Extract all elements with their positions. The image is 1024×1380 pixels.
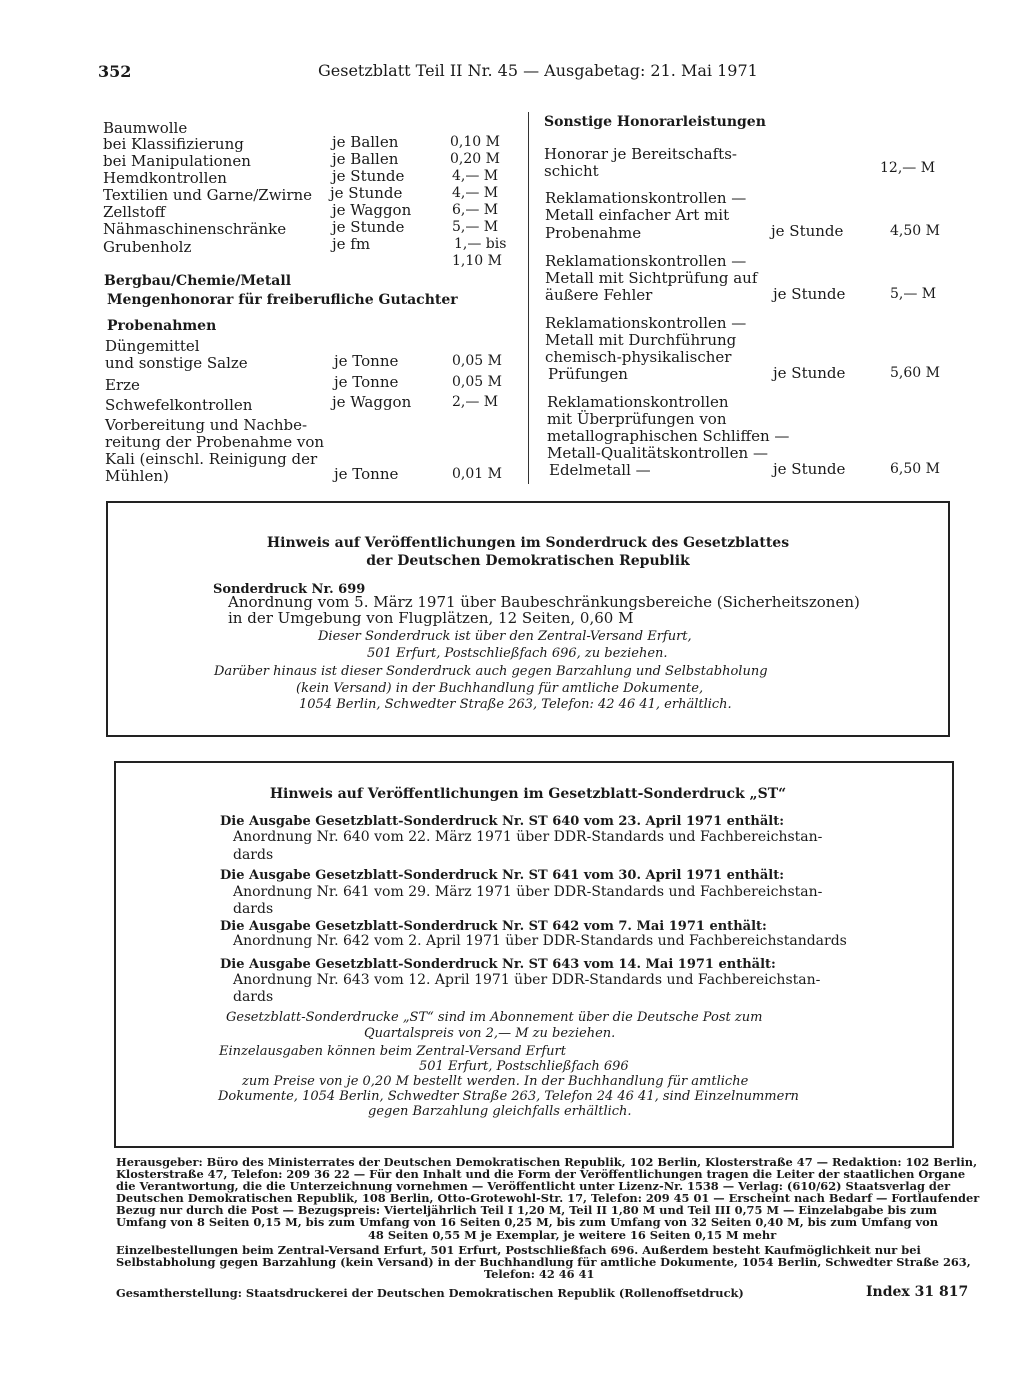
notice-st-italic: Quartalspreis von 2,— M zu beziehen. [364, 1026, 616, 1041]
table-row-item: chemisch-physikalischer [545, 348, 732, 366]
table-row-item: Vorbereitung und Nachbe- [105, 416, 308, 434]
table-row-price: 2,— M [452, 394, 499, 410]
notice-title-line1: Hinweis auf Veröffentlichungen im Sonderdruck des Gesetzblattes [266, 535, 790, 551]
st-entry-text: Anordnung Nr. 640 vom 22. März 1971 über DDR-Standards und Fachbereichstan- [233, 829, 823, 845]
notice-st-italic: 501 Erfurt, Postschließfach 696 [419, 1059, 629, 1074]
notice-st-italic: Einzelausgaben können beim Zentral-Versand Erfurt [219, 1044, 566, 1059]
table-row-unit: je Ballen [332, 150, 399, 168]
table-row-item: Reklamationskontrollen — [545, 314, 747, 332]
impressum-line: Herausgeber: Büro des Ministerrates der Deutschen Demokratischen Republik, 102 Berlin, Klosterstraße 47 — Redaktion: 102 Berlin, [116, 1155, 978, 1169]
table-row-unit: je Tonne [334, 352, 399, 370]
table-row-price: 0,10 M [450, 134, 500, 150]
st-entry-text: Anordnung Nr. 641 vom 29. März 1971 über DDR-Standards und Fachbereichstan- [233, 884, 823, 900]
table-row-item: Kali (einschl. Reinigung der [105, 450, 318, 468]
notice-italic-text: 1054 Berlin, Schwedter Straße 263, Telefon: 42 46 41, erhältlich. [299, 697, 732, 712]
notice-st-italic: gegen Barzahlung gleichfalls erhältlich. [368, 1104, 632, 1119]
table-row-price: 0,20 M [450, 151, 500, 167]
table-row-price: 4,— M [452, 185, 499, 201]
table-row-unit: je Tonne [334, 465, 399, 483]
column-divider [528, 112, 529, 484]
table-row-item: Grubenholz [103, 238, 192, 256]
table-row-item: schicht [544, 162, 599, 180]
table-row-item: Erze [105, 376, 140, 394]
impressum-line: Deutschen Demokratischen Republik, 108 Berlin, Otto-Grotewohl-Str. 17, Telefon: 209 45 01 — Erscheint nach Bedarf — Fortlaufender [116, 1191, 980, 1205]
table-row-item: Edelmetall — [549, 461, 651, 479]
table-row-unit: je Stunde [330, 184, 403, 202]
table-row-item: Textilien und Garne/Zwirne [103, 186, 313, 204]
notice-italic-text: Dieser Sonderdruck ist über den Zentral-Versand Erfurt, [318, 629, 692, 644]
impressum-line: 48 Seiten 0,55 M je Exemplar, je weitere 16 Seiten 0,15 M mehr [368, 1228, 777, 1242]
impressum-line: Bezug nur durch die Post — Bezugspreis: Vierteljährlich Teil I 1,20 M, Teil II 1,80 M und Teil III 0,75 M — Einzelabgabe bis zum [116, 1203, 937, 1217]
index-number: Index 31 817 [866, 1284, 969, 1300]
table-row-item: reitung der Probenahme von [105, 433, 325, 451]
table-row-item: metallographischen Schliffen — [547, 427, 790, 445]
table-row-item: Reklamationskontrollen — [545, 252, 747, 270]
table-row-item: Nähmaschinenschränke [103, 220, 287, 238]
table-row-price-continued: 1,10 M [452, 253, 502, 269]
section-heading: Bergbau/Chemie/Metall [104, 273, 292, 289]
table-row-unit: je Stunde [773, 285, 846, 303]
table-row-item: äußere Fehler [545, 286, 653, 304]
notice-text: Anordnung vom 5. März 1971 über Baubeschränkungsbereiche (Sicherheitszonen) [228, 593, 860, 611]
table-row-price: 0,05 M [452, 374, 502, 390]
st-entry-text: Anordnung Nr. 643 vom 12. April 1971 über DDR-Standards und Fachbereichstan- [233, 972, 821, 988]
group-heading-baumwolle: Baumwolle [103, 119, 188, 137]
table-row-item: Mühlen) [105, 467, 169, 485]
table-row-item: Reklamationskontrollen [547, 393, 729, 411]
production-credit: Gesamtherstellung: Staatsdruckerei der Deutschen Demokratischen Republik (Rollenoffsetdruck) [116, 1286, 744, 1300]
table-row-item: Probenahme [545, 224, 642, 242]
table-row-unit: je Waggon [332, 201, 412, 219]
table-row-price: 6,— M [452, 202, 499, 218]
table-row-price: 0,01 M [452, 466, 502, 482]
table-row-price: 0,05 M [452, 353, 502, 369]
impressum-line: die Verantwortung, die die Unterzeichnung vornehmen — Veröffentlicht unter Lizenz-Nr. 1538 — Verlag: (610/62) Staatsverlag der [116, 1179, 951, 1193]
table-row-item: Schwefelkontrollen [105, 396, 253, 414]
page-header-title: Gesetzblatt Teil II Nr. 45 — Ausgabetag: 21. Mai 1971 [318, 61, 758, 80]
table-row-unit: je Ballen [332, 133, 399, 151]
table-row-price: 5,— M [452, 219, 499, 235]
table-row-item: bei Klassifizierung [103, 135, 244, 153]
st-entry-text: Anordnung Nr. 642 vom 2. April 1971 über DDR-Standards und Fachbereichstandards [233, 933, 847, 949]
notice-st-italic: Gesetzblatt-Sonderdrucke „ST“ sind im Abonnement über die Deutsche Post zum [226, 1010, 763, 1025]
notice-italic-text: 501 Erfurt, Postschließfach 696, zu beziehen. [367, 646, 668, 661]
table-row-price: 6,50 M [890, 461, 940, 477]
table-row-item: Hemdkontrollen [103, 169, 227, 187]
table-row-item: Düngemittel [105, 337, 200, 355]
right-section-heading: Sonstige Honorarleistungen [544, 114, 766, 130]
impressum-line: Klosterstraße 47, Telefon: 209 36 22 — Für den Inhalt und die Form der Veröffentlichungen tragen die Leiter der staatlichen Organe [116, 1167, 966, 1181]
table-row-price: 4,50 M [890, 223, 940, 239]
table-row-item: Prüfungen [548, 365, 628, 383]
table-row-price: 12,— M [880, 160, 936, 176]
sonderdruck-number: Sonderdruck Nr. 699 [213, 582, 366, 597]
table-row-price: 1,— bis [454, 236, 507, 252]
notice-title-line2: der Deutschen Demokratischen Republik [366, 553, 690, 569]
st-entry-text: dards [233, 989, 274, 1005]
table-row-item: Metall mit Durchführung [545, 331, 737, 349]
table-row-price: 5,— M [890, 286, 937, 302]
order-info-line: Selbstabholung gegen Barzahlung (kein Versand) in der Buchhandlung für amtliche Dokumente, 1054 Berlin, Schwedter Straße 263, [116, 1255, 971, 1269]
notice-st-title: Hinweis auf Veröffentlichungen im Gesetzblatt-Sonderdruck „ST“ [269, 786, 787, 802]
st-entry-heading: Die Ausgabe Gesetzblatt-Sonderdruck Nr. ST 641 vom 30. April 1971 enthält: [220, 868, 785, 883]
notice-italic-text: Darüber hinaus ist dieser Sonderdruck auch gegen Barzahlung und Selbstabholung [214, 664, 768, 679]
order-info-line: Telefon: 42 46 41 [484, 1267, 595, 1281]
st-entry-heading: Die Ausgabe Gesetzblatt-Sonderdruck Nr. ST 642 vom 7. Mai 1971 enthält: [220, 919, 767, 934]
table-row-unit: je Tonne [334, 373, 399, 391]
st-entry-heading: Die Ausgabe Gesetzblatt-Sonderdruck Nr. ST 643 vom 14. Mai 1971 enthält: [220, 957, 776, 972]
table-row-item: und sonstige Salze [105, 354, 248, 372]
table-row-item: Metall-Qualitätskontrollen — [547, 444, 768, 462]
notice-st-italic: zum Preise von je 0,20 M bestellt werden. In der Buchhandlung für amtliche [242, 1074, 749, 1089]
table-row-unit: je Stunde [771, 222, 844, 240]
table-row-item: Metall mit Sichtprüfung auf [545, 269, 758, 287]
table-row-unit: je Stunde [332, 167, 405, 185]
notice-italic-text: (kein Versand) in der Buchhandlung für amtliche Dokumente, [296, 681, 704, 696]
notice-st-italic: Dokumente, 1054 Berlin, Schwedter Straße 263, Telefon 24 46 41, sind Einzelnummern [218, 1089, 799, 1104]
st-entry-heading: Die Ausgabe Gesetzblatt-Sonderdruck Nr. ST 640 vom 23. April 1971 enthält: [220, 814, 785, 829]
table-row-unit: je Stunde [773, 460, 846, 478]
table-row-item: Honorar je Bereitschafts- [544, 145, 737, 163]
table-row-item: mit Überprüfungen von [547, 410, 727, 428]
st-entry-text: dards [233, 847, 274, 863]
order-info-line: Einzelbestellungen beim Zentral-Versand Erfurt, 501 Erfurt, Postschließfach 696. Außerdem besteht Kaufmöglichkeit nur bei [116, 1243, 921, 1257]
table-row-item: Metall einfacher Art mit [545, 206, 730, 224]
table-row-unit: je Stunde [332, 218, 405, 236]
table-row-item: Reklamationskontrollen — [545, 189, 747, 207]
table-row-unit: je fm [332, 235, 371, 253]
table-row-unit: je Stunde [773, 364, 846, 382]
table-row-unit: je Waggon [332, 393, 412, 411]
table-row-price: 5,60 M [890, 365, 940, 381]
notice-text: in der Umgebung von Flugplätzen, 12 Seiten, 0,60 M [228, 609, 634, 627]
table-row-item: Zellstoff [103, 203, 166, 221]
page-number: 352 [98, 62, 132, 81]
st-entry-text: dards [233, 901, 274, 917]
subsection-heading: Mengenhonorar für freiberufliche Gutachter [107, 292, 458, 308]
impressum-line: Umfang von 8 Seiten 0,15 M, bis zum Umfang von 16 Seiten 0,25 M, bis zum Umfang von 32 Seiten 0,40 M, bis zum Umfang von [116, 1215, 939, 1229]
probenahmen-heading: Probenahmen [107, 318, 217, 334]
table-row-item: bei Manipulationen [103, 152, 251, 170]
table-row-price: 4,— M [452, 168, 499, 184]
